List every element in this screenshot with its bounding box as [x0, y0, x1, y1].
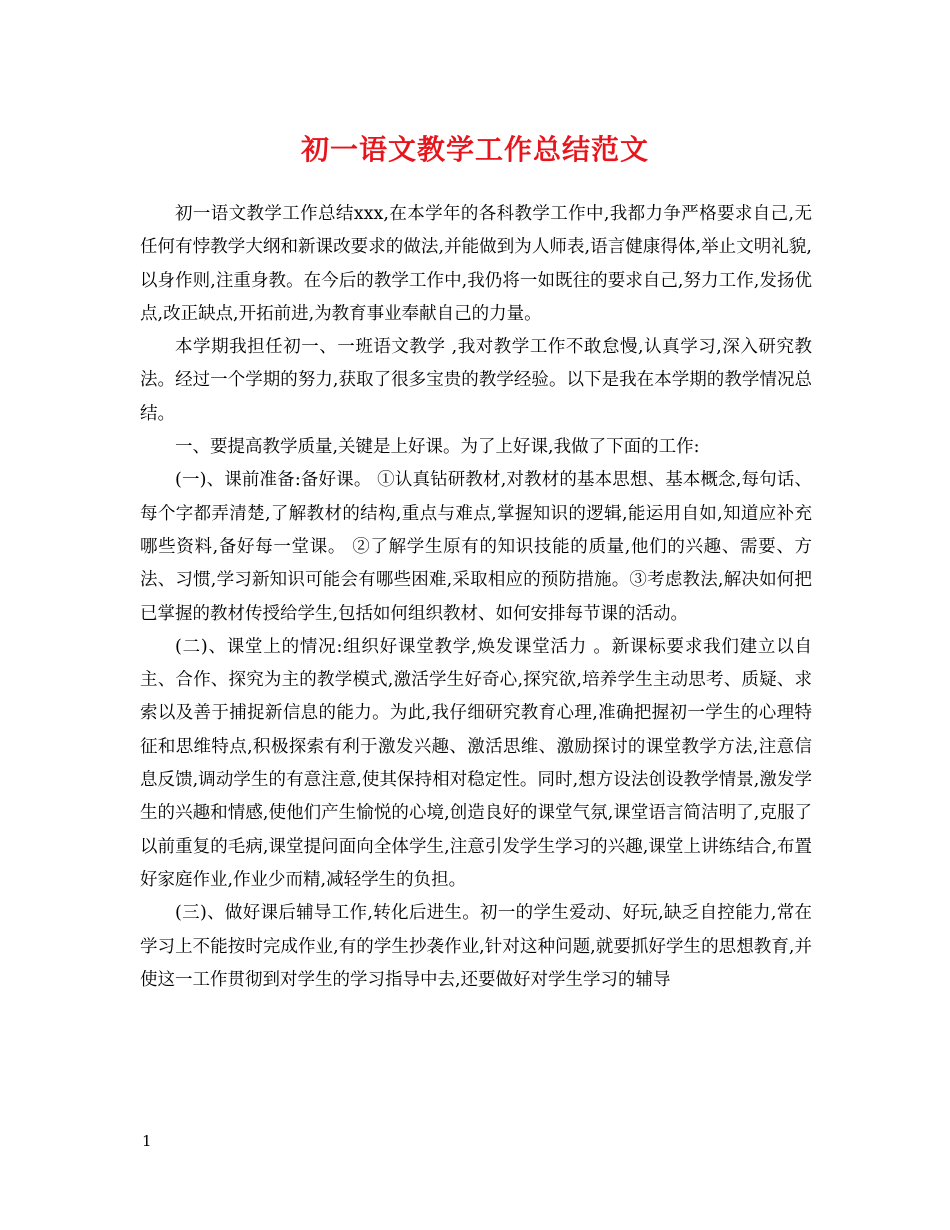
paragraph-classroom-teaching: (二)、课堂上的情况:组织好课堂教学,焕发课堂活力 。新课标要求我们建立以自主、合作、探究为主的教学模式,激活学生好奇心,探究欲,培养学生主动思考、质疑、求索以及善于捕捉新信息的能力。为此,我仔细研究教育心理,准确把握初一学生的心理特征和思维特点,积极探索有利于激发兴趣、激活思维、激励探讨的课堂教学方法,注意信息反馈,调动学生的有意注意,使其保持相对稳定性。同时,想方设法创设教学情景,激发学生的兴趣和情感,使他们产生愉悦的心境,创造良好的课堂气氛,课堂语言简洁明了,克服了以前重复的毛病,课堂提问面向全体学生,注意引发学生学习的兴趣,课堂上讲练结合,布置好家庭作业,作业少而精,减轻学生的负担。	[140, 636, 812, 890]
paragraph-section-one-heading: 一、要提高教学质量,关键是上好课。为了上好课,我做了下面的工作:	[175, 437, 700, 458]
paragraph-after-class-tutoring: (三)、做好课后辅导工作,转化后进生。初一的学生爱动、好玩,缺乏自控能力,常在学习上不能按时完成作业,有的学生抄袭作业,针对这种问题,就要抓好学生的思想教育,并使这一工作贯彻到对学生的学习指导中去,还要做好对学生学习的辅导	[140, 903, 812, 990]
paragraph-intro: 初一语文教学工作总结xxx,在本学年的各科教学工作中,我都力争严格要求自己,无任何有悖教学大纲和新课改要求的做法,并能做到为人师表,语言健康得体,举止文明礼貌,以身作则,注重身教。在今后的教学工作中,我仍将一如既往的要求自己,努力工作,发扬优点,改正缺点,开拓前进,为教育事业奉献自己的力量。	[140, 204, 812, 324]
document-body	[140, 198, 812, 997]
document-title: 初一语文教学工作总结范文	[300, 133, 649, 166]
paragraph-lesson-preparation: (一)、课前准备:备好课。 ①认真钻研教材,对教材的基本思想、基本概念,每句话、每个字都弄清楚,了解教材的结构,重点与难点,掌握知识的逻辑,能运用自如,知道应补充哪些资料,备好每一堂课。 ②了解学生原有的知识技能的质量,他们的兴趣、需要、方法、习惯,学习新知识可能会有哪些困难,采取相应的预防措施。③考虑教法,解决如何把已掌握的教材传授给学生,包括如何组织教材、如何安排每节课的活动。	[140, 470, 812, 624]
paragraph-semester: 本学期我担任初一、一班语文教学 ,我对教学工作不敢怠慢,认真学习,深入研究教法。经过一个学期的努力,获取了很多宝贵的教学经验。以下是我在本学期的教学情况总结。	[140, 337, 812, 424]
page-number: 1	[142, 1132, 152, 1150]
